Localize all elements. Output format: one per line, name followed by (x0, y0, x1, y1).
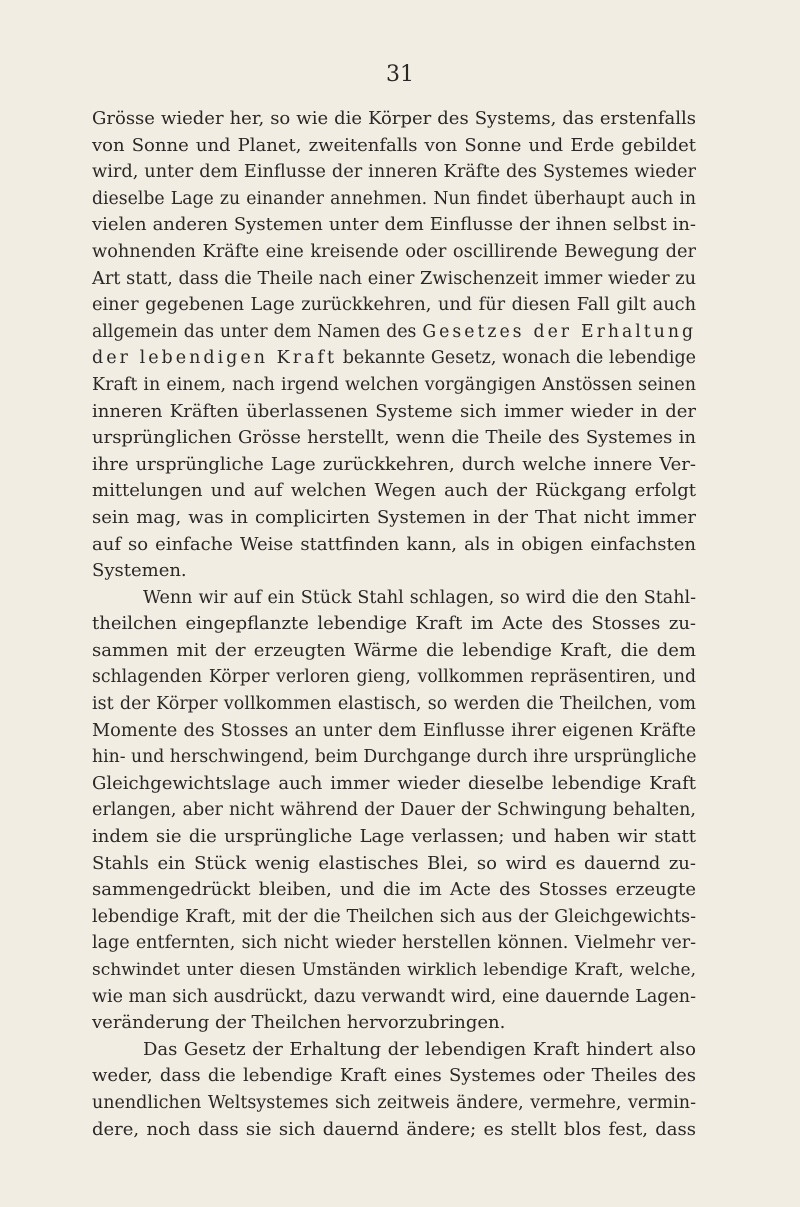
text-line: dieselbe Lage zu einander annehmen. Nun findet überhaupt auch in (92, 188, 696, 209)
text-line: lage entfernten, sich nicht wieder herstellen können. Vielmehr ver- (92, 933, 696, 954)
text-line: inneren Kräften überlassenen Systeme sich immer wieder in der (92, 400, 696, 422)
text-line: Gleichgewichtslage auch immer wieder dieselbe lebendige Kraft (92, 772, 696, 794)
text-line: Das Gesetz der Erhaltung der lebendigen Kraft hindert also (143, 1038, 696, 1060)
text-line: lebendige Kraft, mit der die Theilchen sich aus der Gleichgewichts- (92, 906, 696, 927)
text-line: wohnenden Kräfte eine kreisende oder oscillirende Bewegung der (92, 241, 696, 262)
text-line: unendlichen Weltsystemes sich zeitweis ändere, vermehre, vermin- (92, 1092, 696, 1113)
text-line: hin- und herschwingend, beim Durchgange durch ihre ursprüngliche (92, 747, 697, 768)
text-line: schlagenden Körper verloren gieng, vollkommen repräsentiren, und (92, 667, 696, 688)
text-line: Kraft in einem, nach irgend welchen vorgängigen Anstössen seinen (92, 374, 696, 395)
text-line: sein mag, was in complicirten Systemen in der That nicht immer (92, 506, 696, 528)
text-line: Wenn wir auf ein Stück Stahl schlagen, so wird die den Stahl- (143, 587, 696, 608)
text-line: Stahls ein Stück wenig elastisches Blei, so wird es dauernd zu- (92, 852, 696, 874)
text-line: wie man sich ausdrückt, dazu verwandt wird, eine dauernde Lagen- (92, 986, 696, 1007)
body-text (92, 106, 696, 1143)
text-line: Systemen. (92, 560, 187, 582)
text-line: ursprünglichen Grösse herstellt, wenn die Theile des Systemes in (92, 427, 696, 449)
emphasized-law-name: Gesetzes der Erhaltung (422, 321, 696, 342)
text-line: einer gegebenen Lage zurückkehren, und für diesen Fall gilt auch (92, 295, 696, 316)
text-line: sammengedrückt bleiben, und die im Acte des Stosses erzeugte (92, 879, 696, 901)
text-line: auf so einfache Weise stattfinden kann, als in obigen einfachsten (92, 533, 696, 555)
text-line (92, 345, 696, 372)
text-line: veränderung der Theilchen hervorzubringen. (92, 1012, 506, 1034)
text-line: theilchen eingepflanzte lebendige Kraft im Acte des Stosses zu- (92, 613, 696, 635)
text-line: indem sie die ursprüngliche Lage verlassen; und haben wir statt (92, 826, 696, 848)
text-line: mittelungen und auf welchen Wegen auch der Rückgang erfolgt (92, 480, 696, 502)
emphasized-law-name: der lebendigen Kraft (92, 348, 338, 369)
text-line: wird, unter dem Einflusse der inneren Kräfte des Systemes wieder (92, 162, 696, 183)
text-line: Grösse wieder her, so wie die Körper des Systems, das erstenfalls (92, 108, 696, 129)
page-number: 31 (386, 62, 414, 87)
text-line: vielen anderen Systemen unter dem Einflusse der ihnen selbst in- (92, 214, 696, 236)
text-line: ist der Körper vollkommen elastisch, so werden die Theilchen, vom (92, 694, 696, 715)
text-line: Art statt, dass die Theile nach einer Zwischenzeit immer wieder zu (92, 268, 697, 289)
text-line: erlangen, aber nicht während der Dauer der Schwingung behalten, (92, 800, 696, 821)
text-line: sammen mit der erzeugten Wärme die lebendige Kraft, die dem (92, 639, 696, 661)
text-line: Momente des Stosses an unter dem Einflusse ihrer eigenen Kräfte (92, 720, 696, 741)
text-segment: bekannte Gesetz, wonach die lebendige (337, 348, 697, 369)
text-line: schwindet unter diesen Umständen wirklich lebendige Kraft, welche, (92, 960, 696, 980)
text-line (92, 319, 696, 346)
text-line: weder, dass die lebendige Kraft eines Systemes oder Theiles des (92, 1065, 696, 1087)
text-line: ihre ursprüngliche Lage zurückkehren, durch welche innere Ver- (92, 453, 696, 475)
text-line: von Sonne und Planet, zweitenfalls von Sonne und Erde gebildet (92, 134, 696, 156)
text-segment: allgemein das unter dem Namen des (92, 321, 423, 342)
text-line: dere, noch dass sie sich dauernd ändere; es stellt blos fest, dass (92, 1118, 696, 1140)
